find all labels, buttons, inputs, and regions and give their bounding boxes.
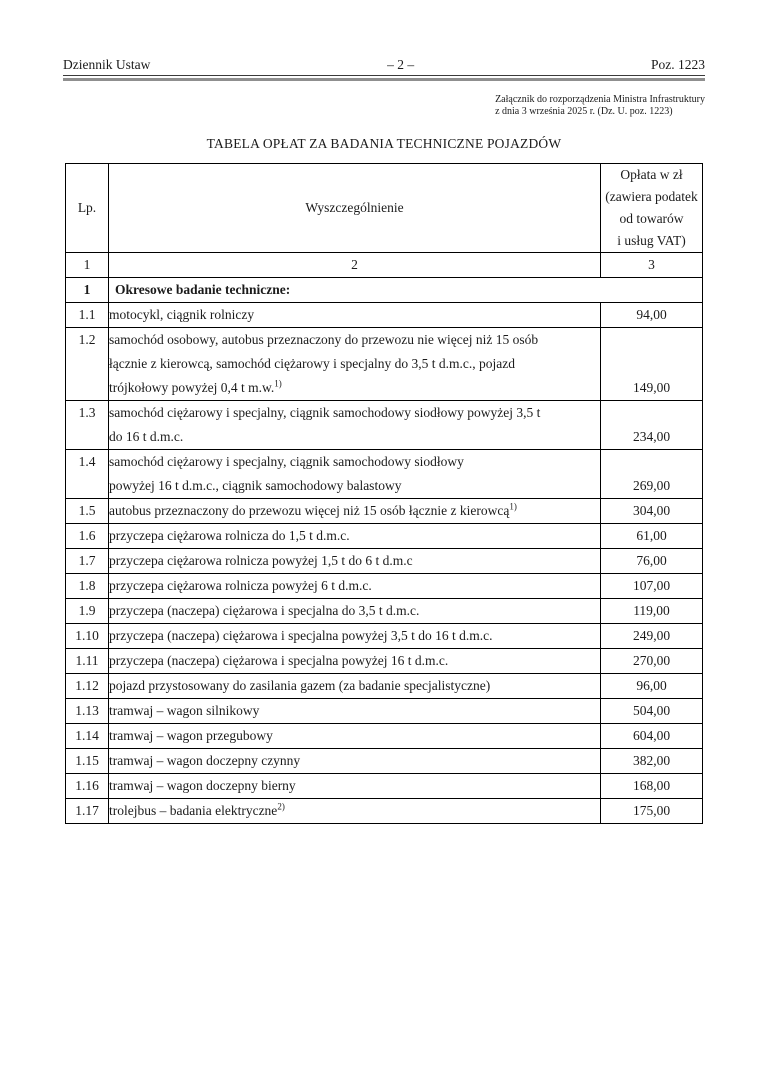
row-fee: 94,00 <box>601 303 703 328</box>
row-fee: 76,00 <box>601 549 703 574</box>
row-lp: 1.17 <box>66 799 109 824</box>
description-line: przyczepa ciężarowa rolnicza powyżej 1,5 t do 6 t d.m.c <box>109 553 413 568</box>
description-line: pojazd przystosowany do zasilania gazem (za badanie specjalistyczne) <box>109 678 491 693</box>
description-line: łącznie z kierowcą, samochód ciężarowy i specjalny do 3,5 t d.m.c., pojazd <box>109 356 515 371</box>
table-row <box>66 649 703 674</box>
row-description <box>109 749 601 774</box>
row-lp: 1.11 <box>66 649 109 674</box>
row-description <box>109 574 601 599</box>
column-number-2: 2 <box>109 253 601 278</box>
fee-header-line: i usług VAT) <box>617 233 686 248</box>
row-fee: 604,00 <box>601 724 703 749</box>
row-lp: 1.12 <box>66 674 109 699</box>
description-line: motocykl, ciągnik rolniczy <box>109 307 255 322</box>
description-line: powyżej 16 t d.m.c., ciągnik samochodowy balastowy <box>109 478 402 493</box>
footnote-ref: 1) <box>509 501 517 512</box>
table-row <box>66 574 703 599</box>
table-row <box>66 328 703 401</box>
row-lp: 1.10 <box>66 624 109 649</box>
column-header-lp: Lp. <box>66 164 109 253</box>
row-description <box>109 674 601 699</box>
row-description <box>109 724 601 749</box>
column-header-fee <box>601 164 703 253</box>
table-header-row <box>66 164 703 253</box>
description-line: samochód osobowy, autobus przeznaczony do przewozu nie więcej niż 15 osób <box>109 332 539 347</box>
journal-name: Dziennik Ustaw <box>63 57 151 72</box>
row-description <box>109 774 601 799</box>
description-line: trójkołowy powyżej 0,4 t m.w.$^{1)}$ <box>109 378 282 395</box>
row-fee: 304,00 <box>601 499 703 524</box>
table-body <box>66 278 703 824</box>
header-rule-thin <box>63 75 705 76</box>
attachment-note-line1: Załącznik do rozporządzenia Ministra Infrastruktury <box>495 94 705 105</box>
document-title: TABELA OPŁAT ZA BADANIA TECHNICZNE POJAZDÓW <box>206 136 562 151</box>
row-lp: 1.13 <box>66 699 109 724</box>
row-fee: 270,00 <box>601 649 703 674</box>
row-description <box>109 401 601 450</box>
table-row <box>66 774 703 799</box>
row-fee: 269,00 <box>601 450 703 499</box>
column-header-description: Wyszczególnienie <box>109 164 601 253</box>
section-lp: 1 <box>66 278 109 303</box>
row-lp: 1.7 <box>66 549 109 574</box>
row-fee: 149,00 <box>601 328 703 401</box>
row-description <box>109 499 601 524</box>
row-description <box>109 524 601 549</box>
footnote-ref: 1) <box>274 378 282 389</box>
header-rule-thick <box>63 78 705 81</box>
section-label: Okresowe badanie techniczne: <box>109 278 703 303</box>
description-line: tramwaj – wagon doczepny bierny <box>109 778 296 793</box>
row-fee: 119,00 <box>601 599 703 624</box>
description-line: przyczepa ciężarowa rolnicza powyżej 6 t d.m.c. <box>109 578 372 593</box>
row-description <box>109 799 601 824</box>
table-row <box>66 674 703 699</box>
row-lp: 1.6 <box>66 524 109 549</box>
row-lp: 1.4 <box>66 450 109 499</box>
table-row <box>66 799 703 824</box>
description-line: samochód ciężarowy i specjalny, ciągnik samochodowy siodłowy powyżej 3,5 t <box>109 405 541 420</box>
table-row <box>66 401 703 450</box>
table-row <box>66 303 703 328</box>
description-line: samochód ciężarowy i specjalny, ciągnik samochodowy siodłowy <box>109 454 464 469</box>
description-line: trolejbus – badania elektryczne$^{2)}$ <box>109 801 285 818</box>
position-number: Poz. 1223 <box>650 57 705 72</box>
row-lp: 1.9 <box>66 599 109 624</box>
description-line: przyczepa (naczepa) ciężarowa i specjalna powyżej 16 t d.m.c. <box>109 653 449 668</box>
row-description <box>109 328 601 401</box>
section-row <box>66 278 703 303</box>
attachment-note-line2: z dnia 3 września 2025 r. (Dz. U. poz. 1223) <box>495 106 673 117</box>
table-row <box>66 450 703 499</box>
table-row <box>66 624 703 649</box>
table-row <box>66 699 703 724</box>
row-lp: 1.3 <box>66 401 109 450</box>
row-fee: 107,00 <box>601 574 703 599</box>
row-lp: 1.5 <box>66 499 109 524</box>
row-description <box>109 699 601 724</box>
row-description <box>109 549 601 574</box>
row-fee: 96,00 <box>601 674 703 699</box>
column-number-3: 3 <box>601 253 703 278</box>
row-fee: 61,00 <box>601 524 703 549</box>
description-line: tramwaj – wagon silnikowy <box>109 703 260 718</box>
fees-table <box>65 163 703 824</box>
row-fee: 249,00 <box>601 624 703 649</box>
attachment-note <box>495 94 705 118</box>
row-lp: 1.1 <box>66 303 109 328</box>
description-line: do 16 t d.m.c. <box>109 429 184 444</box>
row-lp: 1.2 <box>66 328 109 401</box>
fee-header-line: Opłata w zł <box>620 167 683 182</box>
description-line: przyczepa (naczepa) ciężarowa i specjalna do 3,5 t d.m.c. <box>109 603 420 618</box>
description-line: tramwaj – wagon przegubowy <box>109 728 273 743</box>
column-number-1: 1 <box>66 253 109 278</box>
table-row <box>66 724 703 749</box>
table-row <box>66 599 703 624</box>
row-fee: 168,00 <box>601 774 703 799</box>
row-description <box>109 599 601 624</box>
row-lp: 1.15 <box>66 749 109 774</box>
table-row <box>66 524 703 549</box>
row-lp: 1.16 <box>66 774 109 799</box>
footnote-ref: 2) <box>277 801 285 812</box>
description-line: autobus przeznaczony do przewozu więcej niż 15 osób łącznie z kierowcą$^{1)}$ <box>109 501 517 518</box>
column-numbers-row <box>66 253 703 278</box>
table-row <box>66 549 703 574</box>
table-row <box>66 499 703 524</box>
row-fee: 234,00 <box>601 401 703 450</box>
row-fee: 504,00 <box>601 699 703 724</box>
description-line: tramwaj – wagon doczepny czynny <box>109 753 301 768</box>
row-description <box>109 624 601 649</box>
description-line: przyczepa (naczepa) ciężarowa i specjalna powyżej 3,5 t do 16 t d.m.c. <box>109 628 493 643</box>
table-row <box>66 749 703 774</box>
row-fee: 382,00 <box>601 749 703 774</box>
row-description <box>109 450 601 499</box>
row-description <box>109 303 601 328</box>
page-number: – 2 – <box>387 57 415 72</box>
row-fee: 175,00 <box>601 799 703 824</box>
row-lp: 1.14 <box>66 724 109 749</box>
fee-header-line: (zawiera podatek <box>605 189 698 204</box>
row-lp: 1.8 <box>66 574 109 599</box>
row-description <box>109 649 601 674</box>
fee-header-line: od towarów <box>619 211 684 226</box>
page-running-header <box>63 0 705 72</box>
description-line: przyczepa ciężarowa rolnicza do 1,5 t d.m.c. <box>109 528 350 543</box>
